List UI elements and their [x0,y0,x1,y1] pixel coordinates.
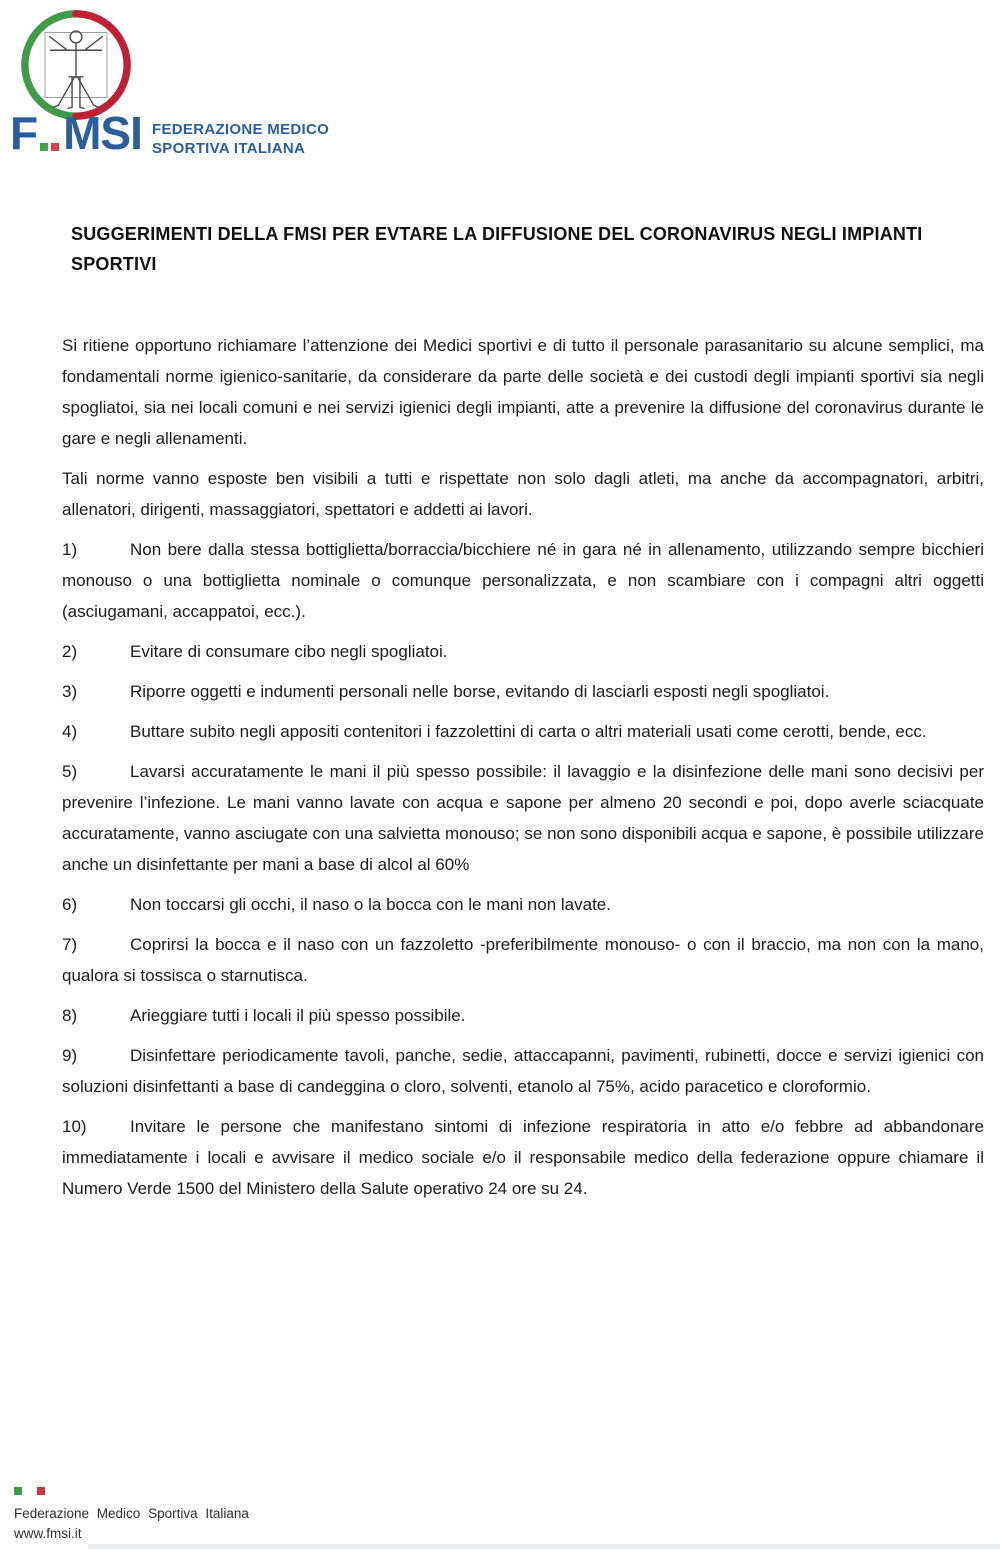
organization-name-line2: SPORTIVA ITALIANA [152,140,306,157]
document-footer [14,1487,249,1544]
numbered-item-2 [62,636,984,667]
document-title: SUGGERIMENTI DELLA FMSI PER EVTARE LA DIFFUSIONE DEL CORONAVIRUS NEGLI IMPIANTI SPORTIVI [71,224,923,274]
item-text: Buttare subito negli appositi contenitori i fazzolettini di carta o altri materiali usati come cerotti, bende, ecc. [130,722,927,741]
item-number: 10) [62,1117,87,1136]
item-text: Riporre oggetti e indumenti personali nelle borse, evitando di lasciarli esposti negli spogliatoi. [130,682,830,701]
item-number: 9) [62,1046,78,1065]
footer-organization-name: Federazione Medico Sportiva Italiana [14,1506,249,1521]
item-text: Non bere dalla stessa bottiglietta/borraccia/bicchiere né in gara né in allenamento, utilizzando sempre bicchieri monouso o una bottiglietta nominale o comunque personalizzata, e non scambiare con i compagni altri oggetti (asciugamani, accappatoi, ecc.). [62,540,984,621]
footer-website-link[interactable]: www.fmsi.it [14,1526,82,1541]
horizontal-scrollbar-thumb[interactable] [88,1544,1000,1549]
green-dot-icon [40,143,48,151]
item-number: 3) [62,682,78,701]
item-text: Evitare di consumare cibo negli spogliatoi. [130,642,448,661]
footer-flag-dots-icon [14,1487,249,1495]
item-number: 1) [62,540,78,559]
numbered-item-9 [62,1040,984,1102]
item-text: Non toccarsi gli occhi, il naso o la bocca con le mani non lavate. [130,895,611,914]
item-text: Lavarsi accuratamente le mani il più spesso possibile: il lavaggio e la disinfezione delle mani sono decisivi per prevenire l’infezione. Le mani vanno lavate con acqua e sapone per almeno 20 secondi e poi, dopo averle sciacquate accuratamente, vanno asciugate con una salvietta monouso; se non sono disponibili acqua e sapone, è possibile utilizzare anche un disinfettante per mani a base di alcol al 60% [62,762,984,874]
item-text: Arieggiare tutti i locali il più spesso possibile. [130,1006,466,1025]
fmsi-wordmark [10,107,142,159]
numbered-item-4 [62,716,984,747]
numbered-item-1 [62,534,984,627]
intro-paragraph-2: Tali norme vanno esposte ben visibili a tutti e rispettate non solo dagli atleti, ma anche da accompagnatori, arbitri, allenatori, dirigenti, massaggiatori, spettatori e addetti ai lavori. [62,469,984,519]
numbered-item-3 [62,676,984,707]
item-number: 7) [62,935,78,954]
item-number: 6) [62,895,78,914]
organization-name-line1: FEDERAZIONE MEDICO [152,121,330,138]
red-dot-icon [37,1487,45,1495]
wordmark-letter-f: F [10,107,38,159]
document-content [62,220,984,1204]
item-number: 8) [62,1006,78,1025]
item-text: Invitare le persone che manifestano sintomi di infezione respiratoria in atto e/o febbre ad abbandonare immediatamente i locali e avvisare il medico sociale e/o il responsabile medico della federazione oppure chiamare il Numero Verde 1500 del Ministero della Salute operativo 24 ore su 24. [62,1117,984,1198]
wordmark-letters-msi: MSI [63,107,142,159]
numbered-item-5 [62,756,984,880]
red-dot-icon [51,143,59,151]
item-number: 5) [62,762,78,781]
numbered-item-10 [62,1111,984,1204]
wordmark-flag-dots-icon [40,143,59,151]
organization-name [152,120,329,158]
numbered-item-8 [62,1000,984,1031]
green-dot-icon [14,1487,22,1495]
item-number: 2) [62,642,78,661]
item-text: Coprirsi la bocca e il naso con un fazzoletto -preferibilmente monouso- o con il braccio, ma non con la mano, qualora si tossisca o starnutisca. [62,935,984,985]
intro-paragraph-1: Si ritiene opportuno richiamare l’attenzione dei Medici sportivi e di tutto il personale parasanitario su alcune semplici, ma fondamentali norme igienico-sanitarie, da considerare da parte delle società e dei custodi degli impianti sportivi sia negli spogliatoi, sia nei locali comuni e nei servizi igienici degli impianti, atte a prevenire la diffusione del coronavirus durante le gare e negli allenamenti. [62,336,984,448]
item-text: Disinfettare periodicamente tavoli, panche, sedie, attaccapanni, pavimenti, rubinetti, docce e servizi igienici con soluzioni disinfettanti a base di candeggina o cloro, solventi, etanolo al 75%, acido paracetico e cloroformio. [62,1046,984,1096]
numbered-item-7 [62,929,984,991]
numbered-item-6 [62,889,984,920]
item-number: 4) [62,722,78,741]
